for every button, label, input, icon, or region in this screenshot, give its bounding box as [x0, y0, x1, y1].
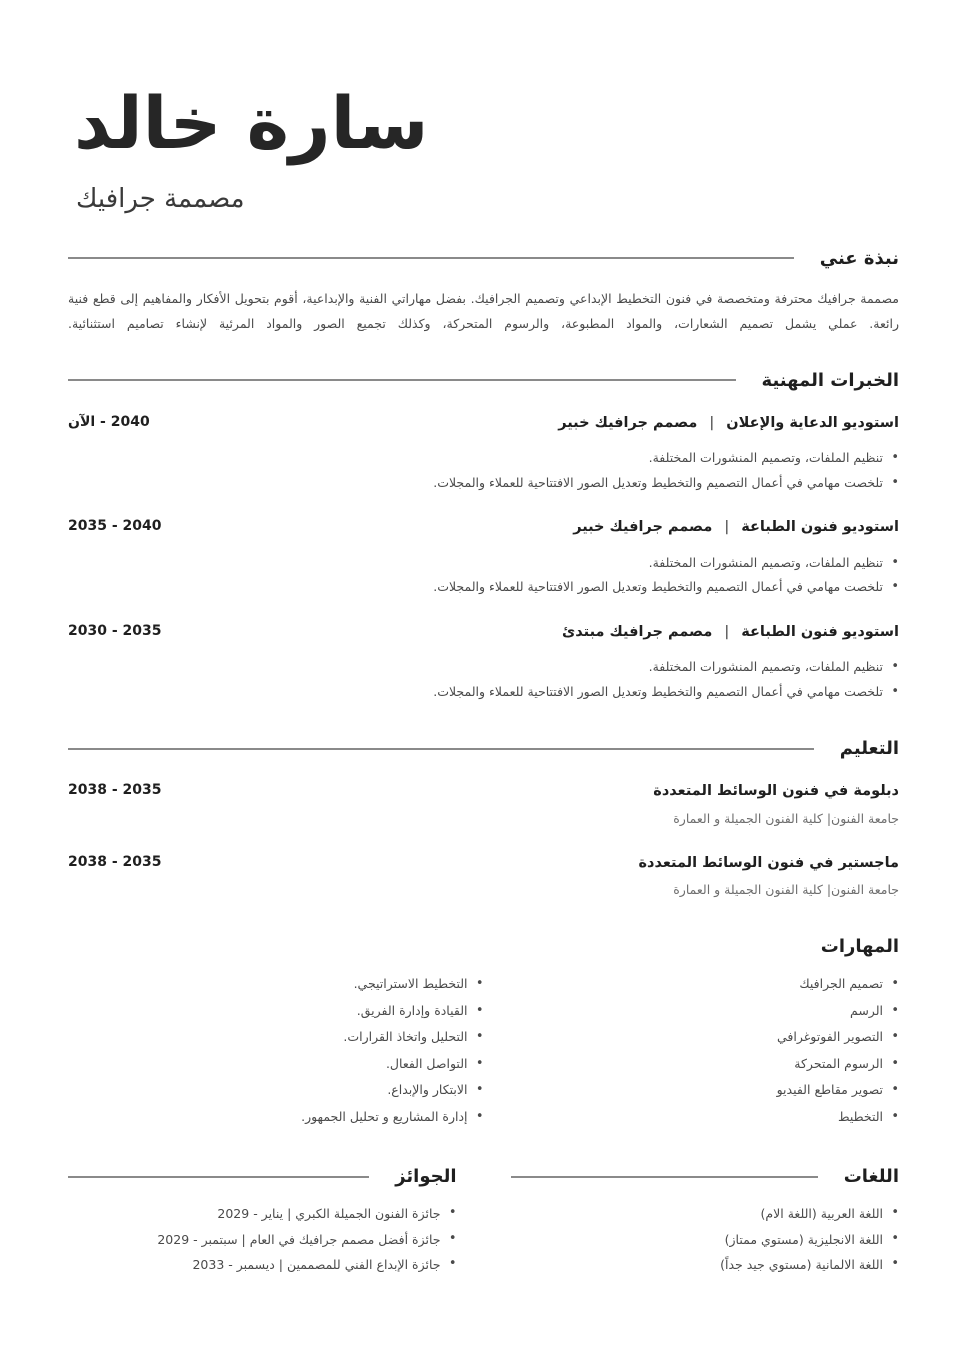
- resume-header: [68, 0, 899, 214]
- section-education: [68, 738, 899, 902]
- list-item: • جائزة الفنون الجميلة الكبري | يناير - 2029: [68, 1201, 457, 1227]
- section-title-experience: الخبرات المهنية: [761, 369, 899, 391]
- experience-role: مصمم جرافيك خبير: [558, 414, 698, 431]
- experience-entry: [68, 517, 899, 600]
- list-item: • تنظيم الملفات، وتصميم المنشورات المختلفة.: [218, 446, 899, 470]
- section-divider: [68, 748, 814, 750]
- list-item: • التواصل الفعال.: [68, 1051, 484, 1078]
- languages-list: [511, 1201, 900, 1278]
- list-item: • اللغة العربية (اللغة الام): [511, 1201, 900, 1227]
- section-divider: [68, 1176, 369, 1178]
- section-languages-awards: [68, 1166, 899, 1278]
- list-item: • الابتكار والإبداع.: [68, 1077, 484, 1104]
- experience-date: 2040 - 2035: [68, 518, 162, 535]
- list-item: • القيادة وإدارة الفريق.: [68, 998, 484, 1025]
- experience-date: 2040 - الآن: [68, 413, 150, 430]
- list-item: • التحليل واتخاذ القرارات.: [68, 1024, 484, 1051]
- experience-bullet-list: [218, 446, 899, 495]
- section-heading-about: [68, 248, 899, 269]
- section-heading-awards: [68, 1166, 457, 1187]
- section-about: [68, 248, 899, 336]
- skills-list-right: [524, 971, 900, 1130]
- experience-company: استوديو الدعاية والإعلان: [726, 414, 899, 431]
- list-item: • الرسم: [524, 998, 900, 1025]
- education-degree: ماجستير في فنون الوسائط المتعددة: [638, 854, 899, 871]
- experience-role: مصمم جرافيك مبتدئ: [562, 623, 713, 640]
- section-title-education: التعليم: [839, 738, 899, 760]
- experience-company: استوديو فنون الطباعة: [741, 623, 899, 640]
- list-item: • تنظيم الملفات، وتصميم المنشورات المختلفة.: [218, 655, 899, 679]
- section-experience: [68, 370, 899, 705]
- section-divider: [511, 1176, 818, 1178]
- skills-column-left: [68, 971, 484, 1130]
- list-item: • تلخصت مهامي في أعمال التصميم والتخطيط وتعديل الصور الافتتاحية للعملاء والمجلات.: [218, 471, 899, 495]
- title-separator: |: [724, 519, 730, 536]
- experience-entry: [68, 622, 899, 705]
- section-title-awards: الجوائز: [395, 1166, 457, 1188]
- section-languages: [511, 1166, 900, 1278]
- experience-bullet-list: [218, 655, 899, 704]
- experience-entry: [68, 413, 899, 496]
- list-item: • التخطيط: [524, 1104, 900, 1131]
- section-divider: [68, 379, 736, 381]
- about-body-text: مصممة جرافيك محترفة ومتخصصة في فنون التخطيط الإبداعي وتصميم الجرافيك. بفضل مهاراتي الفنية والإبداعية، أقوم بتحويل الأفكار والمفاهيم إلى قطع فنية رائعة. عملي يشمل تصميم الشعارات، والمواد المطبوعة، والرسوم المتحركة، وكذلك تجميع الصور والمواد المرئية لإنشاء تصاميم استثنائية.: [68, 290, 899, 331]
- experience-entry-title: [218, 413, 899, 435]
- experience-entry-main: [218, 517, 899, 600]
- skills-list-left: [68, 971, 484, 1130]
- list-item: • اللغة الالمانية (مستوي جيد جداً): [511, 1252, 900, 1278]
- section-heading-skills: [68, 936, 899, 957]
- skills-columns: [68, 971, 899, 1130]
- education-entry: [68, 853, 899, 903]
- education-date: 2035 - 2038: [68, 782, 162, 799]
- education-entry: [68, 781, 899, 831]
- list-item: • إدارة المشاريع و تحليل الجمهور.: [68, 1104, 484, 1131]
- list-item: • التصوير الفوتوغرافي: [524, 1024, 900, 1051]
- title-separator: |: [709, 414, 715, 431]
- experience-date: 2035 - 2030: [68, 622, 162, 639]
- section-divider: [68, 257, 794, 259]
- section-heading-languages: [511, 1166, 900, 1187]
- list-item: • تلخصت مهامي في أعمال التصميم والتخطيط وتعديل الصور الافتتاحية للعملاء والمجلات.: [218, 575, 899, 599]
- experience-entry-title: [218, 517, 899, 539]
- education-institution: جامعة الفنون| كلية الفنون الجميلة و العمارة: [673, 810, 899, 826]
- section-heading-education: [68, 738, 899, 759]
- education-entry-main: [218, 853, 899, 903]
- education-degree: دبلومة في فنون الوسائط المتعددة: [653, 783, 899, 800]
- candidate-name: سارة خالد: [74, 81, 429, 165]
- list-item: • اللغة الانجليزية (مستوي ممتاز): [511, 1227, 900, 1253]
- list-item: • الرسوم المتحركة: [524, 1051, 900, 1078]
- experience-role: مصمم جرافيك خبير: [573, 519, 713, 536]
- section-title-languages: اللغات: [843, 1166, 899, 1188]
- experience-entry-title: [218, 622, 899, 644]
- skills-column-right: [484, 971, 900, 1130]
- experience-entry-main: [218, 413, 899, 496]
- title-separator: |: [724, 623, 730, 640]
- awards-list: [68, 1201, 457, 1278]
- section-title-skills: المهارات: [820, 936, 899, 958]
- list-item: • تصميم الجرافيك: [524, 971, 900, 998]
- list-item: • التخطيط الاستراتيجي.: [68, 971, 484, 998]
- list-item: • تصوير مقاطع الفيديو: [524, 1077, 900, 1104]
- section-awards: [68, 1166, 457, 1278]
- experience-company: استوديو فنون الطباعة: [741, 519, 899, 536]
- list-item: • جائزة أفضل مصمم جرافيك في العام | سبتمبر - 2029: [68, 1227, 457, 1253]
- candidate-job-title: مصممة جرافيك: [76, 183, 245, 214]
- education-date: 2035 - 2038: [68, 853, 162, 870]
- education-institution: جامعة الفنون| كلية الفنون الجميلة و العمارة: [673, 882, 899, 898]
- experience-bullet-list: [218, 551, 899, 600]
- list-item: • جائزة الإبداع الفني للمصممين | ديسمبر - 2033: [68, 1252, 457, 1278]
- section-skills: [68, 936, 899, 1130]
- list-item: • تنظيم الملفات، وتصميم المنشورات المختلفة.: [218, 551, 899, 575]
- experience-entry-main: [218, 622, 899, 705]
- section-title-about: نبذة عني: [819, 247, 899, 269]
- section-heading-experience: [68, 370, 899, 391]
- education-entry-main: [218, 781, 899, 831]
- list-item: • تلخصت مهامي في أعمال التصميم والتخطيط وتعديل الصور الافتتاحية للعملاء والمجلات.: [218, 680, 899, 704]
